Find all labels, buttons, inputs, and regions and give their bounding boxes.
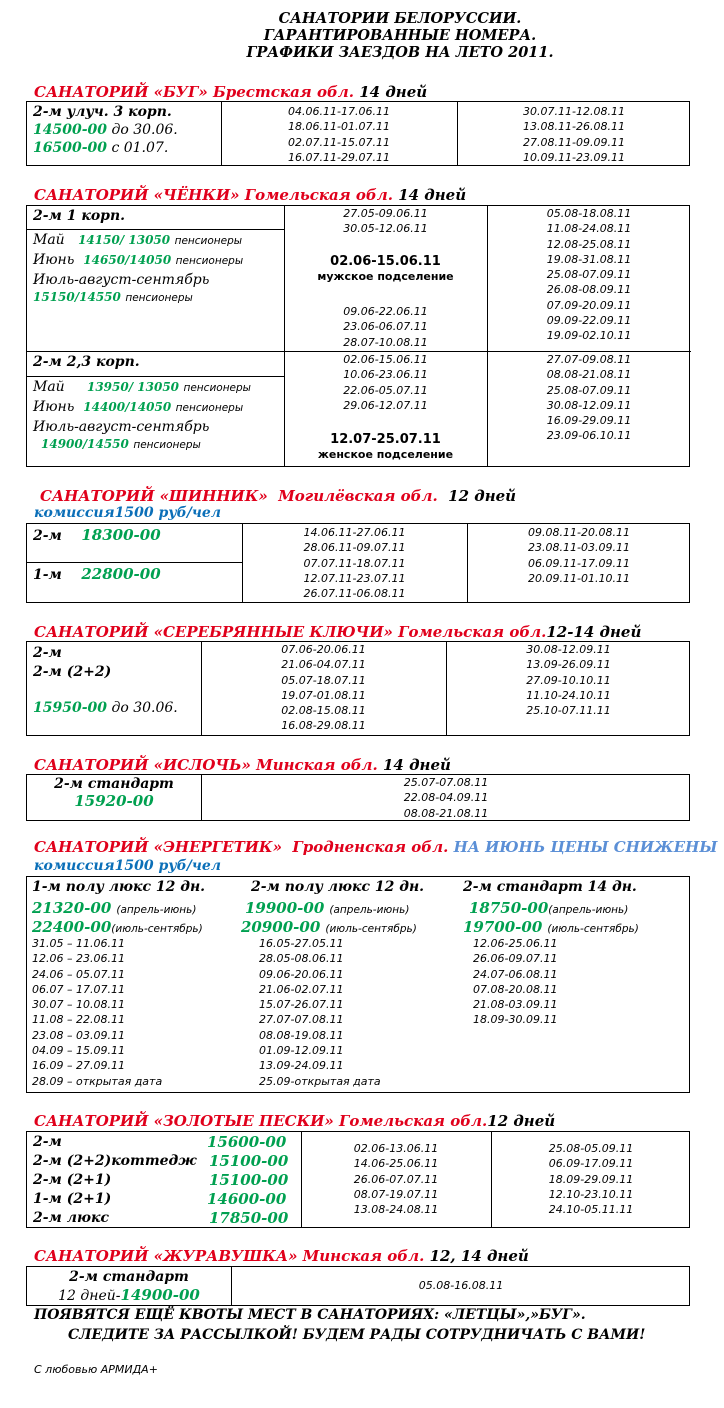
shinnik-name: САНАТОРИЙ «ШИННИК» xyxy=(40,487,268,505)
date: 31.05 – 11.06.11 xyxy=(32,937,125,950)
date: 16.09-29.09.11 xyxy=(546,414,632,428)
date: 02.08-15.08.11 xyxy=(281,704,366,718)
date: 08.08-21.08.11 xyxy=(546,368,632,382)
page-title xyxy=(0,10,724,61)
date: 06.07 – 17.07.11 xyxy=(32,982,125,996)
date: 27.07-09.08.11 xyxy=(546,353,632,366)
chenki-dates-1a-bottom xyxy=(284,304,487,350)
pensioners-note: пенсионеры xyxy=(133,439,201,451)
date: 12.07.11-23.07.11 xyxy=(303,571,406,585)
serebr-table xyxy=(26,641,690,736)
month-label: Июнь xyxy=(33,399,75,415)
isloch-dates xyxy=(201,775,691,821)
zolotye-title xyxy=(34,1112,555,1130)
price: 18750-00 xyxy=(469,899,549,917)
date: 07.09-20.09.11 xyxy=(546,298,632,312)
title-line-1: САНАТОРИИ БЕЛОРУССИИ. xyxy=(278,10,522,27)
date: 19.07-01.08.11 xyxy=(281,688,366,702)
date: 28.05-08.06.11 xyxy=(259,952,344,966)
price-note: до 30.06. xyxy=(111,700,178,716)
energetik-col-1 xyxy=(32,879,205,1089)
price: 14600-00 xyxy=(207,1190,287,1208)
serebr-rooms xyxy=(33,644,111,682)
serebr-price-row xyxy=(33,700,178,716)
footer-line-1: ПОЯВЯТСЯ ЕЩЁ КВОТЫ МЕСТ В САНАТОРИЯХ: «ЛЕТЦЫ»,»БУГ». xyxy=(34,1307,586,1323)
date: 18.06.11-01.07.11 xyxy=(288,120,390,134)
chenki-dates-1a-top xyxy=(284,206,487,237)
isloch-name: САНАТОРИЙ «ИСЛОЧЬ» Минская обл. xyxy=(34,756,378,774)
energetik-promo: НА ИЮНЬ ЦЕНЫ СНИЖЕНЫ xyxy=(453,838,718,856)
pensioners-note: пенсионеры xyxy=(183,382,251,394)
room-type: 2-м (2+2)коттедж xyxy=(33,1153,197,1169)
date: 05.07-18.07.11 xyxy=(281,673,366,687)
shinnik-days: 12 дней xyxy=(448,487,517,505)
room-type: 2-м xyxy=(33,528,62,544)
column-head: 2-м полу люкс 12 дн. xyxy=(251,879,425,895)
date: 09.08.11-20.08.11 xyxy=(528,526,630,539)
date: 13.09-24.09.11 xyxy=(259,1059,344,1073)
date: 07.08-20.08.11 xyxy=(473,982,558,996)
date: 16.07.11-29.07.11 xyxy=(288,150,390,164)
bug-price-1-note: до 30.06. xyxy=(111,122,178,138)
room-type: 1-м (2+1) xyxy=(33,1191,112,1207)
date: 08.08-19.08.11 xyxy=(259,1028,344,1042)
price-note: (июль-сентябрь) xyxy=(325,923,417,935)
date: 13.08-24.08.11 xyxy=(353,1203,439,1217)
date: 26.06-07.07.11 xyxy=(353,1172,439,1186)
zolotye-dates-b xyxy=(491,1141,691,1217)
date: 02.06-15.06.11 xyxy=(343,353,428,366)
date: 01.09-12.09.11 xyxy=(259,1044,344,1058)
date: 16.09 – 27.09.11 xyxy=(32,1059,125,1073)
bug-room: 2-м улуч. 3 корп. xyxy=(33,104,172,120)
date: 05.08-16.08.11 xyxy=(418,1279,504,1292)
date: 11.08-24.08.11 xyxy=(546,222,632,236)
serebr-dates-a xyxy=(201,642,446,734)
date: 23.08.11-03.09.11 xyxy=(528,541,630,555)
date: 29.06-12.07.11 xyxy=(343,398,428,412)
shinnik-region: Могилёвская обл. xyxy=(278,487,438,505)
pensioners-note: пенсионеры xyxy=(175,255,244,267)
chenki-table xyxy=(26,205,690,467)
room-type: 2-м (2+1) xyxy=(33,1172,112,1188)
price: 15920-00 xyxy=(74,792,154,810)
date: 23.08 – 03.09.11 xyxy=(32,1028,125,1042)
price: 14900/14550 xyxy=(41,437,129,451)
date: 19.09-02.10.11 xyxy=(546,329,632,343)
price: 22800-00 xyxy=(81,565,161,583)
date: 18.09-29.09.11 xyxy=(548,1172,634,1186)
signature: С любовью АРМИДА+ xyxy=(34,1363,158,1376)
chenki-dates-2b xyxy=(487,352,691,444)
shinnik-table xyxy=(26,523,690,603)
date: 12.06-25.06.11 xyxy=(473,937,558,950)
isloch-days: 14 дней xyxy=(383,756,451,774)
serebr-name: САНАТОРИЙ «СЕРЕБРЯННЫЕ КЛЮЧИ» Гомельская обл. xyxy=(34,623,547,641)
zolotye-room-row xyxy=(33,1190,293,1209)
zolotye-name: САНАТОРИЙ «ЗОЛОТЫЕ ПЕСКИ» Гомельская обл. xyxy=(34,1112,488,1130)
bug-name: САНАТОРИЙ «БУГ» Брестская обл. xyxy=(34,83,354,101)
date: 24.10-05.11.11 xyxy=(548,1203,634,1217)
zolotye-room-row xyxy=(33,1152,293,1171)
date: 16.08-29.08.11 xyxy=(281,719,366,733)
month-label: Июль-август-сентябрь xyxy=(33,419,210,435)
price: 22400-00 xyxy=(32,918,112,936)
month-label: Май xyxy=(33,379,65,395)
bug-price-1: 14500-00 xyxy=(33,122,107,138)
month-label: Июль-август-сентябрь xyxy=(33,272,210,288)
special-note: мужское подселение xyxy=(317,270,454,283)
price: 15100-00 xyxy=(209,1152,289,1170)
price: 17850-00 xyxy=(209,1209,289,1227)
date: 27.09-10.10.11 xyxy=(526,673,611,687)
column-head: 1-м полу люкс 12 дн. xyxy=(32,879,206,895)
zhuravushka-room-cell xyxy=(27,1268,231,1305)
price: 20900-00 xyxy=(241,918,321,936)
date: 05.08-18.08.11 xyxy=(546,207,632,220)
price: 14150/ 13050 xyxy=(78,233,171,247)
date: 08.08-21.08.11 xyxy=(403,806,489,820)
date: 12.08-25.08.11 xyxy=(546,237,632,251)
isloch-title xyxy=(34,756,451,774)
date: 26.07.11-06.08.11 xyxy=(303,587,406,601)
room-type: 2-м люкс xyxy=(33,1210,110,1226)
price-note: (июль-сентябрь) xyxy=(547,923,639,935)
chenki-days: 14 дней xyxy=(398,186,467,204)
date: 21.06-02.07.11 xyxy=(259,982,344,996)
chenki-special-1 xyxy=(284,254,487,283)
bug-price-2: 16500-00 xyxy=(33,140,107,156)
date: 10.09.11-23.09.11 xyxy=(523,150,625,164)
room-type: 2-м стандарт xyxy=(54,776,174,792)
date: 23.06-06.07.11 xyxy=(343,320,428,334)
bug-dates-a xyxy=(221,104,457,165)
date: 04.09 – 15.09.11 xyxy=(32,1044,125,1058)
room-type: 2-м стандарт xyxy=(69,1269,189,1285)
price: 21320-00 xyxy=(32,899,112,917)
date: 11.10-24.10.11 xyxy=(526,688,611,702)
energetik-col-2 xyxy=(241,879,425,1089)
month-label: Июнь xyxy=(33,252,75,268)
date: 25.09-открытая дата xyxy=(259,1074,381,1088)
period: 12 дней- xyxy=(58,1288,121,1304)
energetik-commission: комиссия1500 руб/чел xyxy=(34,858,222,874)
price: 15150/14550 xyxy=(33,290,121,304)
pensioners-note: пенсионеры xyxy=(125,292,193,304)
shinnik-room-1 xyxy=(33,526,161,544)
date: 19.08-31.08.11 xyxy=(546,252,632,266)
date: 04.06.11-17.06.11 xyxy=(288,105,390,118)
zhuravushka-title xyxy=(34,1247,529,1265)
price-note: (июль-сентябрь) xyxy=(111,923,203,935)
chenki-title xyxy=(34,186,466,204)
energetik-col-3 xyxy=(463,879,639,1028)
price: 14900-00 xyxy=(120,1286,200,1304)
zolotye-room-row xyxy=(33,1171,293,1190)
bug-price-2-note: с 01.07. xyxy=(111,140,169,156)
zhuravushka-days: 12, 14 дней xyxy=(429,1247,529,1265)
zolotye-room-row xyxy=(33,1209,293,1228)
date: 14.06.11-27.06.11 xyxy=(303,526,406,539)
bug-days: 14 дней xyxy=(359,83,428,101)
date: 25.10-07.11.11 xyxy=(526,704,611,718)
chenki-dates-1b xyxy=(487,206,691,344)
zolotye-table xyxy=(26,1131,690,1228)
date: 23.09-06.10.11 xyxy=(546,429,632,443)
month-label: Май xyxy=(33,232,65,248)
price: 19900-00 xyxy=(245,899,325,917)
energetik-dates-3 xyxy=(463,936,639,1028)
special-note: женское подселение xyxy=(317,448,454,461)
date: 11.08 – 22.08.11 xyxy=(32,1013,125,1027)
zolotye-room-row xyxy=(33,1133,293,1152)
zhuravushka-table xyxy=(26,1266,690,1306)
date: 25.08-07.09.11 xyxy=(546,268,632,282)
date: 09.06-20.06.11 xyxy=(259,967,344,981)
date: 22.08-04.09.11 xyxy=(403,791,489,805)
serebr-days: 12-14 дней xyxy=(546,623,642,641)
chenki-special-2 xyxy=(284,432,487,461)
title-line-3: ГРАФИКИ ЗАЕЗДОВ НА ЛЕТО 2011. xyxy=(246,44,554,61)
price: 18300-00 xyxy=(81,526,161,544)
chenki-name: САНАТОРИЙ «ЧЁНКИ» Гомельская обл. xyxy=(34,186,393,204)
room-type: 2-м xyxy=(33,1134,62,1150)
price: 13950/ 13050 xyxy=(86,380,180,394)
bug-title xyxy=(34,83,427,101)
shinnik-dates-a xyxy=(242,525,467,601)
date: 06.09-17.09.11 xyxy=(548,1157,634,1171)
date: 25.08-05.09.11 xyxy=(548,1142,634,1155)
date: 21.08-03.09.11 xyxy=(473,998,558,1012)
date: 28.07-10.08.11 xyxy=(343,335,428,349)
date: 12.10-23.10.11 xyxy=(548,1187,634,1201)
energetik-title xyxy=(34,838,717,856)
date: 13.09-26.09.11 xyxy=(526,658,611,672)
chenki-room-2: 2-м 2,3 корп. xyxy=(33,354,140,370)
serebr-title xyxy=(34,623,641,641)
price-note: (апрель-июнь) xyxy=(116,904,197,916)
room-type: 2-м (2+2) xyxy=(33,664,112,680)
shinnik-room-2 xyxy=(33,565,161,583)
date: 06.09.11-17.09.11 xyxy=(528,556,630,570)
chenki-dates-2a xyxy=(284,352,487,413)
zolotye-dates-a xyxy=(301,1141,491,1217)
serebr-dates-b xyxy=(446,642,691,718)
price: 14650/14050 xyxy=(83,253,172,267)
date: 30.08-12.09.11 xyxy=(546,398,632,412)
shinnik-dates-b xyxy=(467,525,691,586)
date: 08.07-19.07.11 xyxy=(353,1187,439,1201)
footer-line-2: СЛЕДИТЕ ЗА РАССЫЛКОЙ! БУДЕМ РАДЫ СОТРУДНИЧАТЬ С ВАМИ! xyxy=(68,1327,646,1343)
date: 15.07-26.07.11 xyxy=(259,998,344,1012)
zolotye-days: 12 дней xyxy=(487,1112,556,1130)
date: 18.09-30.09.11 xyxy=(473,1013,558,1027)
date: 30.08-12.09.11 xyxy=(526,643,611,656)
column-head: 2-м стандарт 14 дн. xyxy=(463,879,637,895)
special-date: 12.07-25.07.11 xyxy=(330,432,441,447)
date: 28.09 – открытая дата xyxy=(32,1074,163,1088)
energetik-table xyxy=(26,876,690,1093)
date: 09.06-22.06.11 xyxy=(343,305,428,318)
date: 24.07-06.08.11 xyxy=(473,967,558,981)
energetik-dates-1 xyxy=(32,936,205,1089)
date: 30.07.11-12.08.11 xyxy=(523,105,625,118)
price-note: (апрель-июнь) xyxy=(548,904,629,916)
date: 26.08-08.09.11 xyxy=(546,283,632,297)
price: 15950-00 xyxy=(33,700,107,716)
chenki-prices-2 xyxy=(33,378,251,452)
date: 09.09-22.09.11 xyxy=(546,314,632,328)
price: 15600-00 xyxy=(207,1133,287,1151)
date: 16.05-27.05.11 xyxy=(259,937,344,950)
zolotye-rooms xyxy=(33,1133,293,1228)
price: 15100-00 xyxy=(209,1171,289,1189)
date: 30.05-12.06.11 xyxy=(343,222,428,236)
date: 27.08.11-09.09.11 xyxy=(523,135,625,149)
room-type: 1-м xyxy=(33,567,62,583)
price: 19700-00 xyxy=(463,918,543,936)
date: 12.06 – 23.06.11 xyxy=(32,952,125,966)
date: 26.06-09.07.11 xyxy=(473,952,558,966)
zhuravushka-name: САНАТОРИЙ «ЖУРАВУШКА» Минская обл. xyxy=(34,1247,425,1265)
date: 30.07 – 10.08.11 xyxy=(32,998,125,1012)
date: 13.08.11-26.08.11 xyxy=(523,120,625,134)
date: 27.07-07.08.11 xyxy=(259,1013,344,1027)
date: 25.08-07.09.11 xyxy=(546,383,632,397)
isloch-room-cell xyxy=(27,776,201,810)
bug-dates-b xyxy=(457,104,691,165)
energetik-name: САНАТОРИЙ «ЭНЕРГЕТИК» xyxy=(34,838,282,856)
date: 24.06 – 05.07.11 xyxy=(32,967,125,981)
date: 21.06-04.07.11 xyxy=(281,658,366,672)
shinnik-title xyxy=(40,487,516,505)
date: 07.06-20.06.11 xyxy=(281,643,366,656)
special-date: 02.06-15.06.11 xyxy=(330,254,441,269)
bug-table xyxy=(26,101,690,166)
date: 07.07.11-18.07.11 xyxy=(303,556,406,570)
date: 20.09.11-01.10.11 xyxy=(528,571,630,585)
energetik-dates-2 xyxy=(245,936,424,1089)
energetik-region: Гродненская обл. xyxy=(292,838,449,856)
price: 14400/14050 xyxy=(83,400,172,414)
pensioners-note: пенсионеры xyxy=(175,402,244,414)
date: 25.07-07.08.11 xyxy=(403,776,489,789)
room-type: 2-м xyxy=(33,645,62,661)
date: 28.06.11-09.07.11 xyxy=(303,541,406,555)
date: 10.06-23.06.11 xyxy=(343,368,428,382)
date: 02.07.11-15.07.11 xyxy=(288,135,390,149)
pensioners-note: пенсионеры xyxy=(174,235,243,247)
date: 22.06-05.07.11 xyxy=(343,383,428,397)
date: 14.06-25.06.11 xyxy=(353,1157,439,1171)
date: 27.05-09.06.11 xyxy=(343,207,428,220)
shinnik-commission: комиссия1500 руб/чел xyxy=(34,505,222,521)
chenki-prices-1 xyxy=(33,231,243,305)
title-line-2: ГАРАНТИРОВАННЫЕ НОМЕРА. xyxy=(263,27,537,44)
chenki-room-1: 2-м 1 корп. xyxy=(33,208,126,224)
zhuravushka-dates xyxy=(231,1278,691,1293)
isloch-table xyxy=(26,774,690,821)
price-note: (апрель-июнь) xyxy=(329,904,410,916)
date: 02.06-13.06.11 xyxy=(353,1142,439,1155)
